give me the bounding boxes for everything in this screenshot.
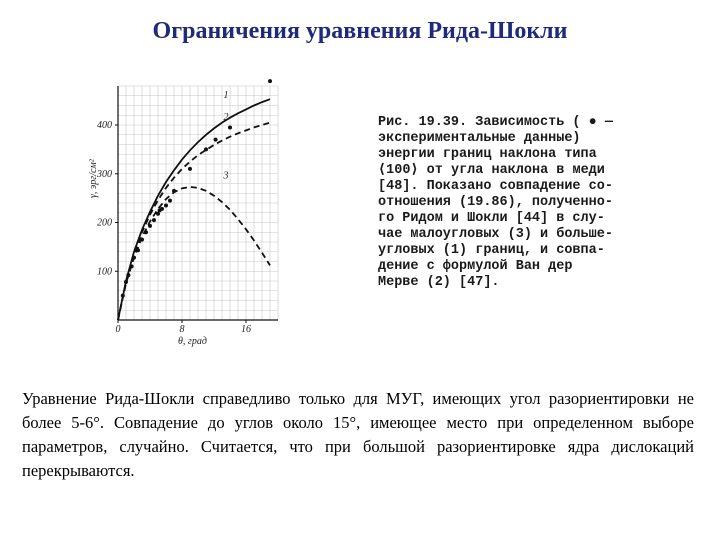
- series-line-3: [118, 187, 270, 320]
- x-tick-label: 0: [115, 324, 121, 335]
- experimental-point: [121, 294, 125, 298]
- y-tick-label: 200: [97, 217, 112, 229]
- experimental-point: [124, 280, 128, 284]
- caption-line: энергии границ наклона типа: [378, 147, 597, 162]
- experimental-point: [168, 199, 172, 203]
- series-label-2: 2: [223, 112, 229, 124]
- caption-line: угловых (1) границ, и совпа-: [378, 243, 605, 258]
- y-axis-label: γ, эрг/см²: [88, 159, 99, 199]
- x-tick-label: 8: [179, 324, 185, 335]
- experimental-point: [268, 79, 272, 83]
- experimental-point: [164, 203, 168, 207]
- x-tick-label: 16: [241, 324, 251, 335]
- caption-line: чае малоугловых (3) и больше-: [378, 227, 613, 242]
- experimental-point: [152, 218, 156, 222]
- experimental-point: [204, 147, 208, 151]
- experimental-point: [172, 189, 176, 193]
- experimental-point: [156, 212, 160, 216]
- y-tick-label: 300: [97, 168, 112, 180]
- series-label-1: 1: [223, 90, 229, 102]
- experimental-point: [214, 138, 218, 142]
- caption-line: дение с формулой Ван дер: [378, 259, 573, 274]
- experimental-point: [160, 207, 164, 211]
- experimental-point: [228, 125, 232, 129]
- figure-caption: [378, 115, 618, 291]
- x-axis-label: θ, град: [178, 336, 207, 347]
- experimental-point: [148, 224, 152, 228]
- experimental-point: [126, 273, 130, 277]
- caption-line: го Ридом и Шокли [44] в слу-: [378, 211, 605, 226]
- y-tick-label: 100: [97, 266, 112, 278]
- caption-line: Рис. 19.39. Зависимость ( ● —: [378, 115, 613, 130]
- chart-svg: [86, 78, 286, 348]
- body-paragraph: Уравнение Рида-Шокли справедливо только для МУГ, имеющих угол разориентировки не более 5-6°. Совпадение до углов около 15°, имеющее место при определенном выборе параметров, случайно. Считается, что при большой разориентировке ядра дислокаций перекрываются.: [22, 389, 694, 480]
- series-label-3: 3: [223, 170, 229, 182]
- caption-line: [48]. Показано совпадение со-: [378, 179, 613, 194]
- experimental-point: [140, 238, 144, 242]
- slide-title: Ограничения уравнения Рида-Шокли: [152, 18, 568, 44]
- caption-line: ⟨100⟩ от угла наклона в меди: [378, 163, 605, 178]
- experimental-point: [144, 230, 148, 234]
- caption-line: экспериментальные данные): [378, 131, 581, 146]
- series-line-2: [118, 123, 270, 320]
- energy-angle-chart: [86, 78, 286, 348]
- caption-line: отношения (19.86), полученно-: [378, 195, 613, 210]
- experimental-point: [130, 264, 134, 268]
- series-line-1: [118, 99, 270, 320]
- y-tick-label: 400: [97, 120, 112, 131]
- experimental-point: [188, 167, 192, 171]
- experimental-point: [136, 248, 140, 252]
- caption-line: Мерве (2) [47].: [378, 275, 500, 290]
- experimental-point: [132, 256, 136, 260]
